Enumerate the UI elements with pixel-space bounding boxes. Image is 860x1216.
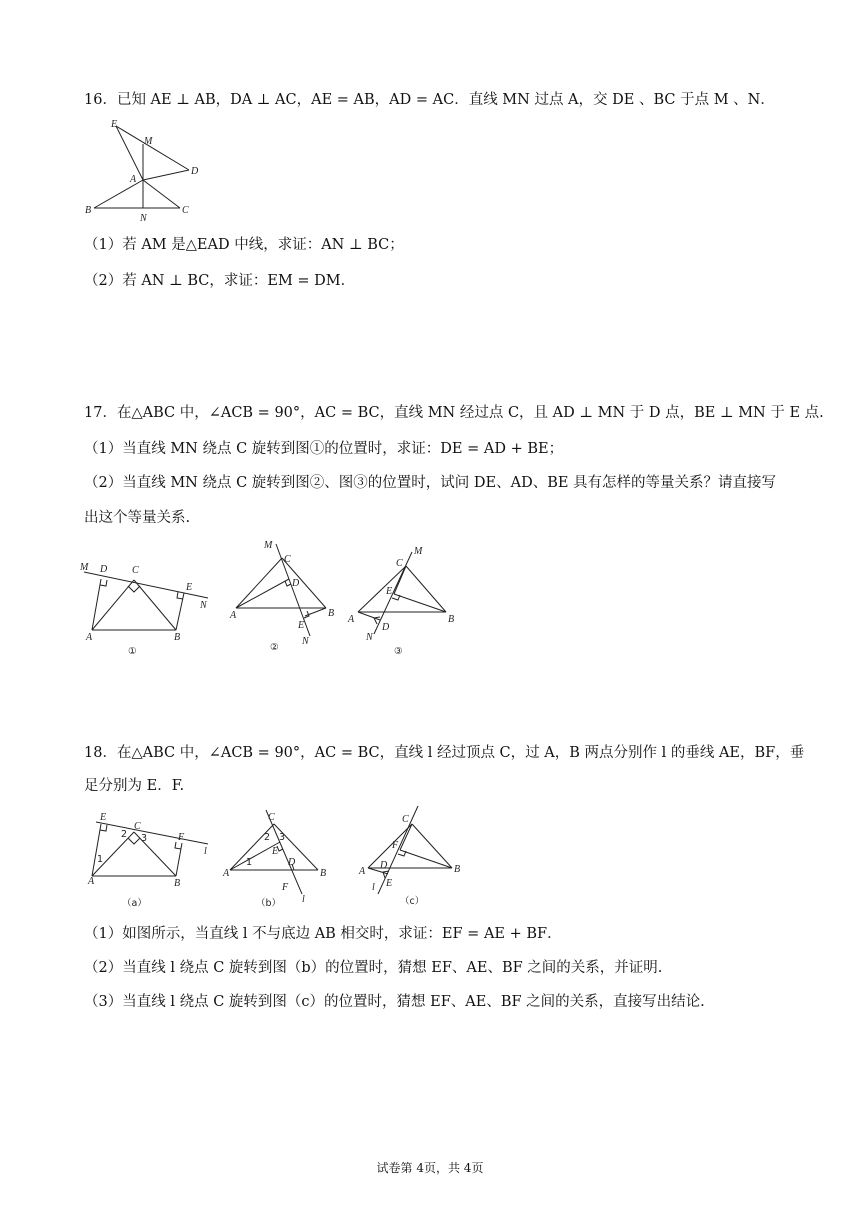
fig18b-label-E: E [272,846,279,857]
fig18a-label-F: F [178,832,185,843]
fig18b-angle-3: 3 [279,832,286,843]
fig17-3-label-A: A [348,614,355,625]
q18-part3: （3）当直线 l 绕点 C 旋转到图（c）的位置时，猜想 EF、AE、BF 之间的关系，直接写出结论. [84,994,705,1010]
q18-figure-b [222,806,332,910]
fig18a-label-C: C [134,821,141,832]
fig17-3-caption: ③ [394,646,403,657]
fig16-label-M: M [144,136,153,147]
fig17-3-label-M: M [414,546,423,557]
fig18a-angle-1: 1 [97,854,104,865]
q17-part2-line1: （2）当直线 MN 绕点 C 旋转到图②、图③的位置时，试问 DE、AD、BE 具有怎样的等量关系？请直接写 [84,475,777,491]
fig16-label-N: N [140,213,147,224]
page-footer: 试卷第 4页，共 4页 [376,1161,484,1175]
fig17-2-label-M: M [264,540,273,551]
fig18c-label-B: B [454,864,461,875]
fig17-3-label-D: D [382,622,390,633]
q17-figure-1 [78,540,218,656]
q16-part1: （1）若 AM 是△EAD 中线，求证：AN ⊥ BC； [84,237,404,253]
q17-part2-line2: 出这个等量关系. [84,510,191,526]
fig18c-caption: （c） [400,896,425,907]
fig18c-label-D: D [380,860,388,871]
q17-figure-3 [346,540,466,660]
fig18b-label-F: F [282,882,289,893]
fig18c-label-E: E [386,878,393,889]
fig18c-label-C: C [402,814,409,825]
fig17-2-label-C: C [284,554,291,565]
fig17-1-label-M: M [80,562,89,573]
fig18b-label-B: B [320,868,327,879]
fig18b-angle-1: 1 [246,857,253,868]
fig17-1-label-B: B [174,632,181,643]
fig17-3-label-C: C [396,558,403,569]
fig18a-angle-2: 2 [121,829,128,840]
q17-stem: 17．在△ABC 中，∠ACB = 90°，AC = BC，直线 MN 经过点 C，且 AD ⊥ MN 于 D 点，BE ⊥ MN 于 E 点. [84,405,824,421]
q18-part1: （1）如图所示，当直线 l 不与底边 AB 相交时，求证：EF = AE + BF． [84,926,562,942]
fig17-3-label-B: B [448,614,455,625]
q16-stem: 16．已知 AE ⊥ AB，DA ⊥ AC，AE = AB，AD = AC．直线 MN 过点 A，交 DE 、BC 于点 M 、N． [84,92,775,108]
fig17-2-caption: ② [270,642,279,653]
fig17-1-caption: ① [128,646,137,657]
fig17-1-label-A: A [86,632,93,643]
fig17-3-label-E: E [386,586,393,597]
q17-part1: （1）当直线 MN 绕点 C 旋转到图①的位置时，求证：DE = AD + BE； [84,441,564,457]
fig18b-label-C: C [268,812,275,823]
q18-stem-line2: 足分别为 E．F. [84,778,185,794]
fig17-3-label-N: N [366,632,373,643]
fig18c-label-F: F [392,840,399,851]
fig18b-angle-2: 2 [264,832,271,843]
fig17-1-label-C: C [132,565,139,576]
fig18b-label-A: A [223,868,230,879]
fig18b-label-D: D [288,857,296,868]
fig18a-angle-3: 3 [141,833,148,844]
q18-stem-line1: 18．在△ABC 中，∠ACB = 90°，AC = BC，直线 l 经过顶点 C，过 A，B 两点分别作 l 的垂线 AE，BF，垂 [84,745,805,761]
fig16-label-C: C [182,205,189,216]
fig17-2-label-A: A [230,610,237,621]
fig18a-label-A: A [88,876,95,887]
fig17-2-label-D: D [292,578,300,589]
fig17-2-label-B: B [328,608,335,619]
fig18b-label-l: l [302,894,305,905]
q18-figure-c [356,800,466,910]
fig18c-label-l: l [372,882,375,893]
q17-figure-2 [228,536,348,656]
fig18a-label-E: E [100,812,107,823]
fig16-label-A: A [130,174,137,185]
fig18a-label-l: l [204,846,207,857]
q18-part2: （2）当直线 l 绕点 C 旋转到图（b）的位置时，猜想 EF、AE、BF 之间的关系，并证明. [84,960,663,976]
fig18b-caption: （b） [256,898,282,909]
fig17-2-label-N: N [302,636,309,647]
fig16-label-E: E [111,119,118,130]
fig17-1-label-E: E [186,582,193,593]
fig17-1-label-N: N [200,600,207,611]
fig16-label-B: B [85,205,92,216]
q16-figure [84,118,214,224]
fig18a-label-B: B [174,878,181,889]
fig18c-label-A: A [359,866,366,877]
q18-figure-a [84,806,214,910]
fig18a-caption: （a） [122,898,147,909]
fig17-2-label-E: E [298,620,305,631]
q16-part2: （2）若 AN ⊥ BC，求证：EM = DM． [84,273,356,289]
fig16-label-D: D [191,166,199,177]
fig17-1-label-D: D [100,564,108,575]
